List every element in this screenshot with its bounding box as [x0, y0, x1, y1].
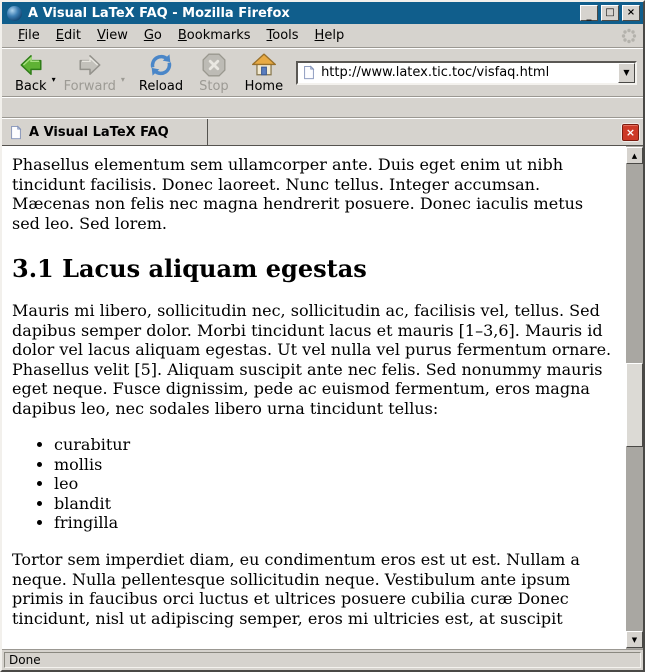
app-globe-icon: [7, 6, 22, 21]
minimize-icon: _: [586, 10, 592, 21]
tab-page-icon: [9, 125, 23, 140]
scroll-down-icon: ▼: [631, 635, 638, 644]
tab-visual-latex-faq[interactable]: [2, 119, 208, 145]
scroll-down-button[interactable]: [626, 631, 643, 648]
scrollbar-thumb[interactable]: [626, 363, 643, 447]
paragraph: Phasellus elementum sem ullamcorper ante. Duis eget enim ut nibh tincidunt facilisis. Donec laoreet. Nunc tellus. Integer accumsan. Mæcenas non felis nec magna hendrerit posuere. Donec iaculis metus sed leo. Sed lorem.: [12, 155, 584, 233]
url-dropdown-button[interactable]: [618, 63, 635, 83]
url-dropdown-icon: ▼: [623, 68, 630, 77]
section-heading: 3.1 Lacus aliquam egestas: [12, 254, 367, 284]
menu-view[interactable]: View: [96, 28, 128, 43]
url-input[interactable]: [321, 64, 618, 82]
maximize-button[interactable]: [601, 5, 619, 21]
content-area: [2, 146, 643, 650]
back-button[interactable]: Back: [10, 50, 52, 95]
reload-button[interactable]: Reload: [134, 50, 188, 95]
back-arrow-icon: [18, 52, 44, 78]
close-tab-button[interactable]: [622, 124, 639, 141]
list-item: • leo: [54, 474, 616, 494]
web-page: [2, 146, 626, 649]
reload-icon: [148, 52, 174, 78]
stop-button[interactable]: Stop: [194, 50, 234, 95]
window-title: A Visual LaTeX FAQ - Mozilla Firefox: [28, 5, 290, 21]
home-button[interactable]: Home: [240, 50, 288, 95]
bookmarks-toolbar: [2, 97, 643, 118]
close-button[interactable]: [622, 5, 640, 21]
menu-go[interactable]: Go: [143, 28, 162, 43]
navigation-toolbar: [2, 48, 643, 97]
paragraph: Mauris mi libero, sollicitudin nec, sollicitudin ac, facilisis vel, tellus. Sed dapibus semper dolor. Morbi tincidunt lacus et mauris [1–3,6]. Mauris id dolor vel lacus aliquam egestas. Ut vel nulla vel purus fermentum ornare. Phasellus velit [5]. Aliquam suscipit ante nec felis. Sed nonummy mauris eget neque. Fusce dignissim, pede ac euismod fermentum, eros magna dapibus leo, nec sodales libero urna tincidunt tellus:: [12, 301, 612, 418]
tab-bar: [2, 118, 643, 146]
list-item: • blandit: [54, 494, 616, 514]
maximize-icon: □: [605, 7, 615, 18]
forward-button[interactable]: Forward: [59, 50, 121, 95]
menu-edit[interactable]: Edit: [55, 28, 81, 43]
page-icon: [302, 65, 316, 80]
titlebar[interactable]: [2, 2, 643, 24]
scroll-up-button[interactable]: [626, 147, 643, 164]
stop-icon: [201, 52, 227, 78]
scroll-up-icon: ▲: [631, 151, 638, 160]
menu-tools[interactable]: Tools: [266, 28, 299, 43]
vertical-scrollbar[interactable]: [626, 146, 643, 649]
paragraph: Tortor sem imperdiet diam, eu condimentum eros est ut est. Nullam a neque. Nulla pellentesque sollicitudin neque. Vestibulum ante ipsum primis in faucibus orci luctus et ultrices posuere cubilia curæ Donec tincidunt, nisl ut adipiscing semper, eros mi ultricies est, at suscipit: [12, 550, 580, 628]
menu-bookmarks[interactable]: Bookmarks: [177, 28, 251, 43]
home-icon: [251, 52, 277, 78]
minimize-button[interactable]: [580, 5, 598, 21]
status-bar: [2, 650, 643, 670]
menu-help[interactable]: Help: [314, 28, 345, 43]
status-text: Done: [4, 652, 641, 668]
menu-file[interactable]: File: [18, 28, 40, 43]
forward-dropdown-icon[interactable]: ▾: [120, 75, 125, 84]
menubar: [2, 24, 643, 48]
throbber-icon: [621, 28, 637, 44]
close-tab-icon: ×: [625, 125, 636, 139]
url-bar: [296, 61, 637, 85]
back-dropdown-icon[interactable]: ▾: [51, 75, 56, 84]
close-icon: ×: [626, 7, 636, 18]
forward-arrow-icon: [77, 52, 103, 78]
tab-title: A Visual LaTeX FAQ: [29, 124, 169, 140]
list-item: • fringilla: [54, 513, 616, 533]
list-item: • mollis: [54, 455, 616, 475]
bullet-list: [12, 435, 616, 533]
list-item: • curabitur: [54, 435, 616, 455]
